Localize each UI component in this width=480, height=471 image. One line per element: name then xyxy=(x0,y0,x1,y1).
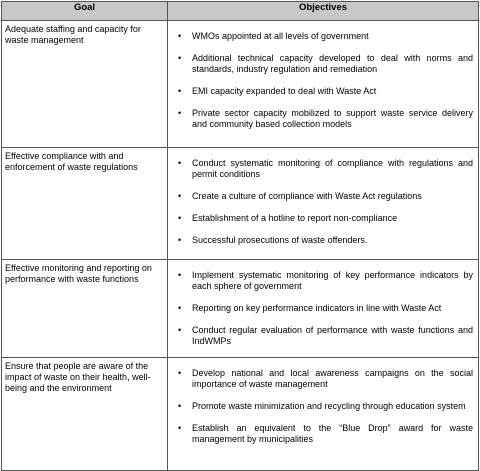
objectives-cell xyxy=(168,358,479,471)
bullet-icon: • xyxy=(178,108,182,118)
bullet-icon: • xyxy=(178,31,182,41)
bullet-icon: • xyxy=(178,303,182,313)
objective-text: Develop national and local awareness campaigns on the social importance of waste management xyxy=(192,368,473,389)
objectives-list xyxy=(168,21,478,130)
table-row xyxy=(2,148,479,260)
objective-text: Additional technical capacity developed to deal with norms and standards, industry regulation and remediation xyxy=(192,53,473,74)
objective-item xyxy=(168,303,478,314)
objective-item xyxy=(168,270,478,292)
bullet-icon: • xyxy=(178,235,182,245)
bullet-icon: • xyxy=(178,86,182,96)
bullet-icon: • xyxy=(178,270,182,280)
goal-cell: Adequate staffing and capacity for waste management xyxy=(2,21,168,148)
bullet-icon: • xyxy=(178,191,182,201)
objectives-cell xyxy=(168,260,479,358)
objective-text: WMOs appointed at all levels of government xyxy=(192,31,369,41)
objective-text: Conduct regular evaluation of performance with waste functions and IndWMPs xyxy=(192,325,473,346)
objectives-list xyxy=(168,358,478,445)
objective-item xyxy=(168,108,478,130)
objective-item xyxy=(168,31,478,42)
goals-objectives-table xyxy=(1,1,479,471)
objective-item xyxy=(168,86,478,97)
objectives-column-header: Objectives xyxy=(168,2,479,21)
bullet-icon: • xyxy=(178,401,182,411)
bullet-icon: • xyxy=(178,158,182,168)
goal-cell: Effective monitoring and reporting on performance with waste functions xyxy=(2,260,168,358)
objective-item xyxy=(168,53,478,75)
objectives-cell xyxy=(168,21,479,148)
objective-text: Implement systematic monitoring of key performance indicators by each sphere of government xyxy=(192,270,473,291)
objective-item xyxy=(168,158,478,180)
objectives-cell xyxy=(168,148,479,260)
bullet-icon: • xyxy=(178,53,182,63)
objective-text: Reporting on key performance indicators in line with Waste Act xyxy=(192,303,442,313)
header-row xyxy=(2,2,479,21)
objective-item xyxy=(168,213,478,224)
bullet-icon: • xyxy=(178,368,182,378)
bullet-icon: • xyxy=(178,213,182,223)
table-row xyxy=(2,358,479,471)
bullet-icon: • xyxy=(178,325,182,335)
goals-objectives-document xyxy=(1,1,478,464)
goal-column-header: Goal xyxy=(2,2,168,21)
objective-text: EMI capacity expanded to deal with Waste Act xyxy=(192,86,377,96)
objective-text: Create a culture of compliance with Waste Act regulations xyxy=(192,191,422,201)
objectives-list xyxy=(168,260,478,347)
objective-text: Private sector capacity mobilized to support waste service delivery and community based collection models xyxy=(192,108,473,129)
bullet-icon: • xyxy=(178,423,182,433)
objective-item xyxy=(168,235,478,246)
objective-item xyxy=(168,325,478,347)
table-row xyxy=(2,21,479,148)
goal-cell: Effective compliance with and enforcement of waste regulations xyxy=(2,148,168,260)
objective-item xyxy=(168,423,478,445)
table-row xyxy=(2,260,479,358)
objective-text: Promote waste minimization and recycling through education system xyxy=(192,401,466,411)
objective-item xyxy=(168,191,478,202)
goal-cell: Ensure that people are aware of the impact of waste on their health, well-being and the environment xyxy=(2,358,168,471)
objectives-list xyxy=(168,148,478,246)
objective-text: Establish an equivalent to the “Blue Drop” award for waste management by municipalities xyxy=(192,423,473,444)
objective-text: Conduct systematic monitoring of compliance with regulations and permit conditions xyxy=(192,158,473,179)
objective-item xyxy=(168,368,478,390)
objective-item xyxy=(168,401,478,412)
objective-text: Successful prosecutions of waste offenders. xyxy=(192,235,368,245)
objective-text: Establishment of a hotline to report non-compliance xyxy=(192,213,398,223)
